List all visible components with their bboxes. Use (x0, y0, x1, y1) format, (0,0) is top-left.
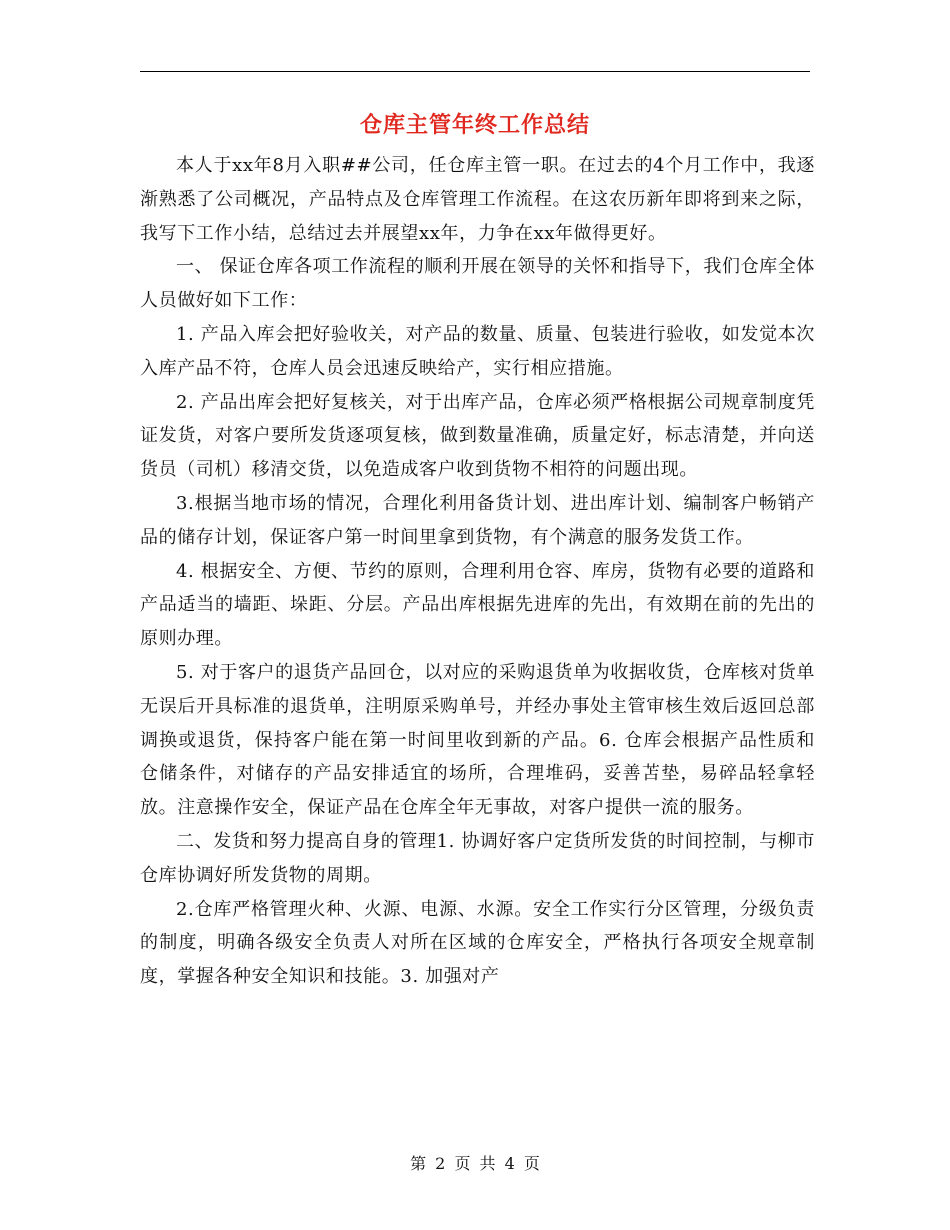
paragraph-item-4: 4. 根据安全、方便、节约的原则，合理利用仓容、库房，货物有必要的道路和产品适当的墙距、垛距、分层。产品出库根据先进库的先出，有效期在前的先出的原则办理。 (140, 560, 815, 650)
paragraph-item-1: 1. 产品入库会把好验收关，对产品的数量、质量、包装进行验收，如发觉本次入库产品不符，仓库人员会迅速反映给产，实行相应措施。 (140, 323, 815, 379)
page-footer: 第 2 页 共 4 页 (410, 1154, 540, 1173)
paragraph-intro: 本人于xx年8月入职##公司，任仓库主管一职。在过去的4个月工作中，我逐渐熟悉了公司概况，产品特点及仓库管理工作流程。在这农历新年即将到来之际，我写下工作小结，总结过去并展望xx年，力争在xx年做得更好。 (140, 155, 815, 244)
paragraph-item-3: 3.根据当地市场的情况，合理化利用备货计划、进出库计划、编制客户畅销产品的储存计划，保证客户第一时间里拿到货物，有个满意的服务发货工作。 (140, 492, 815, 548)
paragraph-section-2-item-2: 2.仓库严格管理火种、火源、电源、水源。安全工作实行分区管理，分级负责的制度，明确各级安全负责人对所在区域的仓库安全，严格执行各项安全规章制度，掌握各种安全知识和技能。3. 加强对产 (140, 898, 815, 988)
paragraph-item-5-6: 5. 对于客户的退货产品回仓，以对应的采购退货单为收据收货，仓库核对货单无误后开具标准的退货单，注明原采购单号，并经办事处主管审核生效后返回总部调换或退货，保持客户能在第一时间里收到新的产品。6. 仓库会根据产品性质和仓储条件，对储存的产品安排适宜的场所，合理堆码，妥善苫垫，易碎品轻拿轻放。注意操作安全，保证产品在仓库全年无事故，对客户提供一流的服务。 (140, 661, 815, 819)
document-body (140, 149, 815, 994)
document-title: 仓库主管年终工作总结 (359, 112, 590, 138)
paragraph-section-2-heading: 二、发货和努力提高自身的管理1. 协调好客户定货所发货的时间控制，与柳市仓库协调好所发货物的周期。 (140, 830, 815, 886)
header-rule (140, 71, 810, 72)
paragraph-section-1-heading: 一、 保证仓库各项工作流程的顺利开展在领导的关怀和指导下，我们仓库全体人员做好如下工作： (140, 256, 815, 312)
paragraph-item-2: 2. 产品出库会把好复核关，对于出库产品，仓库必须严格根据公司规章制度凭证发货，对客户要所发货逐项复核，做到数量准确，质量定好，标志清楚，并向送货员（司机）移清交货，以免造成客户收到货物不相符的问题出现。 (140, 391, 815, 481)
